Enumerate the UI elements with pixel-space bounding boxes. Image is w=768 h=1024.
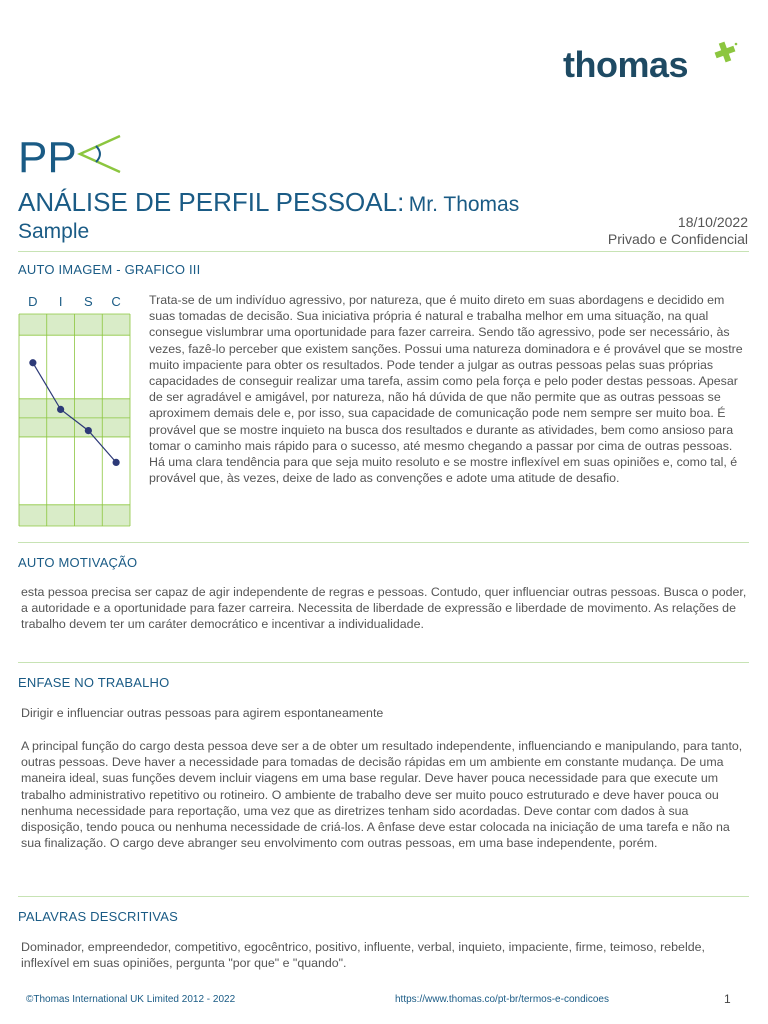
thomas-logo (563, 40, 743, 90)
divider (18, 896, 749, 897)
ppa-logo (18, 132, 128, 181)
thomas-star-icon (710, 40, 740, 70)
divider (18, 251, 749, 252)
ppa-logo-text: PP (18, 133, 77, 176)
disc-letter-c: C (111, 294, 121, 309)
enfase-summary: Dirigir e influenciar outras pessoas para agirem espontaneamente (21, 706, 384, 720)
section-title-auto-motivacao: AUTO MOTIVAÇÃO (18, 555, 138, 570)
disc-point-c (113, 459, 120, 466)
auto-imagem-text: Trata-se de um indivíduo agressivo, por natureza, que é muito direto em suas abordagens e decidido em suas tomadas de decisão. Sua iniciativa própria é natural e trabalha melhor em uma situação, na qual consegue vislumbrar uma oportunidade para fazer carreira. Sendo tão agressivo, pode ser necessário, às vezes, fazê-lo perceber que existem sanções. Possui uma natureza dominadora e é provável que se mostre muito impaciente para obter os resultados. Pode tender a julgar as outras pessoas pelas suas próprias capacidades de conseguir realizar uma tarefa, assim como pela força e pelo poder destas pessoas. Apesar de ser agradável e amigável, por natureza, não há dúvida de que não permite que as outras pessoas se aproximem demais dele e, por isso, sua capacidade de comunicação pode nem sempre ser muito boa. É provável que se mostre inquieto na busca dos resultados e durante as atividades, bem como ansioso para tomar o caminho mais rápido para o sucesso, até mesmo chegando a passar por cima de outras pessoas. Há uma clara tendência para que seja muito resoluto e se mostre inflexível em suas opiniões e, como tal, é provável que, às vezes, deixe de lado as convenções e adote uma atitude de desafio. (149, 293, 743, 486)
disc-point-d (29, 359, 36, 366)
confidential-label: Privado e Confidencial (607, 231, 748, 247)
disc-chart-svg (18, 292, 132, 528)
disc-chart (18, 292, 132, 528)
section-title-enfase: ENFASE NO TRABALHO (18, 675, 170, 690)
disc-letter-d: D (28, 294, 38, 309)
footer-copyright: ©Thomas International UK Limited 2012 - 2022 (26, 994, 236, 1005)
disc-letter-s: S (84, 294, 93, 309)
disc-point-s (85, 427, 92, 434)
title-main: ANÁLISE DE PERFIL PESSOAL: (18, 187, 405, 217)
divider (18, 542, 749, 543)
title-name: Mr. Thomas (408, 193, 520, 216)
auto-motivacao-text: esta pessoa precisa ser capaz de agir independente de regras e pessoas. Contudo, quer influenciar outras pessoas. Busca o poder, a autoridade e a oportunidade para fazer carreira. Necessita de liberdade de expressão e liberdade de movimento. As relações de trabalho devem ter um caráter democrático e incentivar a individualidade. (21, 585, 747, 632)
thomas-logo-text: thomas (563, 44, 689, 85)
footer-link[interactable]: https://www.thomas.co/pt-br/termos-e-condicoes (395, 994, 609, 1005)
title-sample: Sample (18, 220, 90, 243)
divider (18, 662, 749, 663)
disc-point-i (57, 406, 64, 413)
enfase-text: A principal função do cargo desta pessoa deve ser a de obter um resultado independente, influenciando e manipulando, para tanto, outras pessoas. Deve haver a necessidade para tomadas de decisão rápidas em um ambiente em constante mudança. De uma maneira ideal, suas funções devem incluir viagens em uma base regular. Deve haver pouca necessidade para que execute um trabalho administrativo repetitivo ou rotineiro. O ambiente de trabalho deve ser muito pouco estruturado e deve haver pouca ou nenhuma necessidade para reportação, uma vez que as diretrizes tenham sido acordadas. Deve contar com dados à sua disposição, tendo pouca ou nenhuma necessidade de criá-los. A ênfase deve estar colocada na iniciação de uma tarefa e não na sua finalização. O cargo deve abranger seu envolvimento com outras pessoas, em uma base independente, porém. (21, 739, 743, 851)
disc-letter-i: I (58, 294, 63, 309)
section-title-auto-imagem: AUTO IMAGEM - GRAFICO III (18, 262, 201, 277)
palavras-text: Dominador, empreendedor, competitivo, egocêntrico, positivo, influente, verbal, inquieto, impaciente, firme, teimoso, rebelde, inflexível em suas opiniões, pergunta "por que" e "quando". (21, 940, 705, 971)
report-date: 18/10/2022 (677, 214, 748, 230)
eye-icon (80, 136, 120, 172)
page-title (18, 187, 578, 218)
page-number: 1 (724, 992, 731, 1006)
section-title-palavras: PALAVRAS DESCRITIVAS (18, 909, 179, 924)
